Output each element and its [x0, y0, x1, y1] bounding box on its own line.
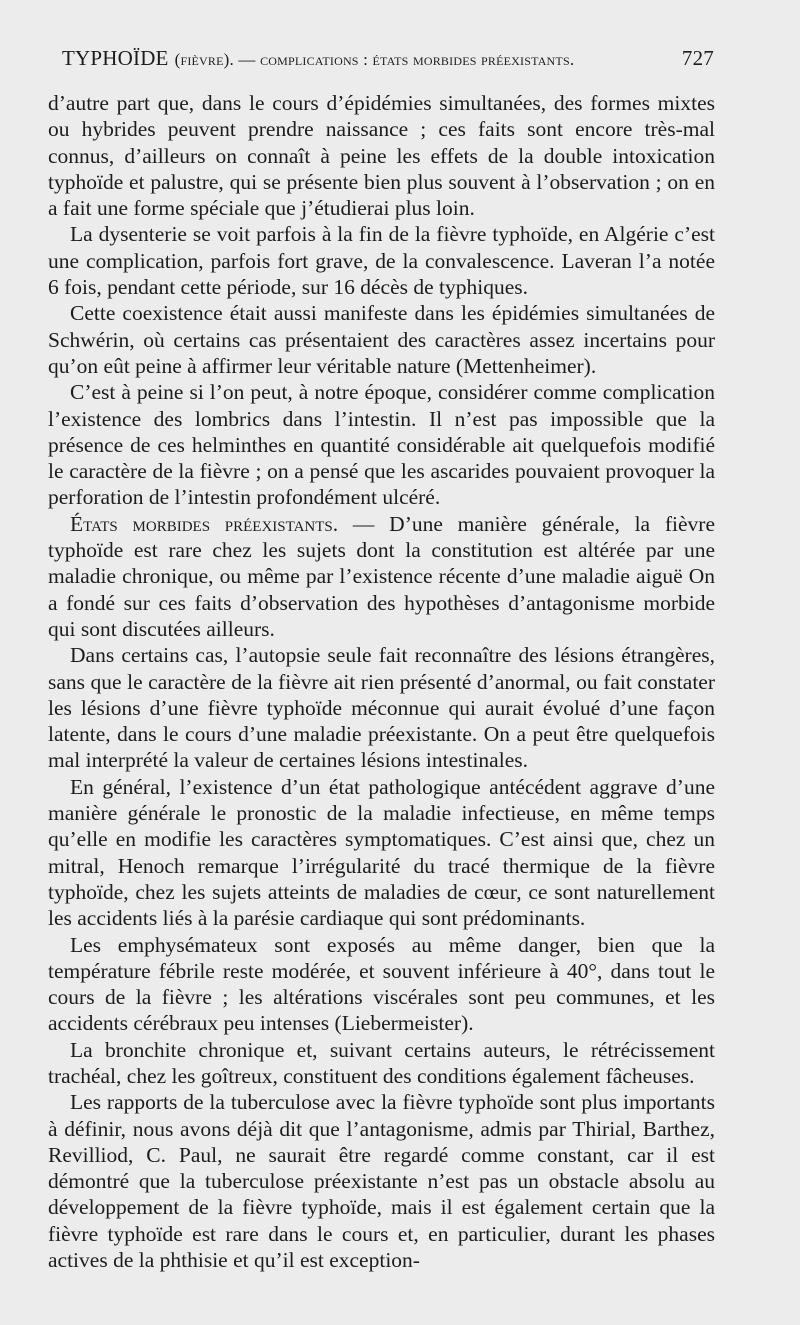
paragraph: d’autre part que, dans le cours d’épidémies simultanées, des formes mixtes ou hybrides peuvent prendre naissance ; ces faits sont encore très-mal connus, d’ailleurs on connaît à peine les effets de la double intoxication typhoïde et palustre, qui se présente bien plus souvent à l’observation ; on en a fait une forme spéciale que j’étudierai plus loin. [48, 91, 715, 221]
page-number: 727 [681, 46, 714, 70]
paragraph: Les emphysémateux sont exposés au même danger, bien que la température fébrile reste modérée, et souvent inférieure à 40°, dans tout le cours de la fièvre ; les altérations viscérales sont peu communes, et les accidents cérébraux peu intenses (Liebermeister). [48, 932, 715, 1036]
paragraph-section-etats-morbides: États morbides préexistants. — D’une manière générale, la fièvre typhoïde est rare chez les sujets dont la constitution est altérée par une maladie chronique, ou même par l’existence récente d’une maladie aiguë On a fondé sur ces faits d’observation des hypothèses d’antagonisme morbide qui sont discutées ailleurs. [48, 511, 715, 641]
section-lead-label: États morbides préexistants. [70, 511, 339, 536]
page-body [48, 90, 715, 1273]
running-head-title: TYPHOÏDE [62, 46, 169, 70]
running-head-subtitle: (fièvre). — complications : états morbides préexistants. [174, 50, 575, 69]
paragraph: La bronchite chronique et, suivant certains auteurs, le rétrécissement trachéal, chez les goîtreux, constituent des conditions également fâcheuses. [48, 1037, 715, 1088]
paragraph: C’est à peine si l’on peut, à notre époque, considérer comme complication l’existence des lombrics dans l’intestin. Il n’est pas impossible que la présence de ces helminthes en quantité considérable ait quelquefois modifié le caractère de la fièvre ; on a pensé que les ascarides pouvaient provoquer la perforation de l’intestin profondément ulcéré. [48, 380, 715, 510]
paragraph: En général, l’existence d’un état pathologique antécédent aggrave d’une manière générale le pronostic de la maladie infectieuse, en même temps qu’elle en modifie les caractères symptomatiques. C’est ainsi que, chez un mitral, Henoch remarque l’irrégularité du tracé thermique de la fièvre typhoïde, chez les sujets atteints de maladies de cœur, ce sont naturellement les accidents liés à la parésie cardiaque qui sont prédominants. [48, 774, 715, 931]
paragraph: Les rapports de la tuberculose avec la fièvre typhoïde sont plus importants à définir, nous avons déjà dit que l’antagonisme, admis par Thirial, Barthez, Revilliod, C. Paul, ne saurait être regardé comme constant, car il est démontré que la tuberculose préexistante n’est pas un obstacle absolu au développement de la fièvre typhoïde, mais il est également certain que la fièvre typhoïde est rare dans le cours et, en particulier, durant les phases actives de la phthisie et qu’il est exception- [48, 1090, 715, 1273]
paragraph: Cette coexistence était aussi manifeste dans les épidémies simultanées de Schwérin, où certains cas présentaient des caractères assez incertains pour qu’on eût peine à affirmer leur véritable nature (Mettenheimer). [48, 301, 715, 378]
paragraph: Dans certains cas, l’autopsie seule fait reconnaître des lésions étrangères, sans que le caractère de la fièvre ait rien présenté d’anormal, ou fait constater les lésions d’une fièvre typhoïde méconnue qui aurait évolué d’une façon latente, dans le cours d’une maladie préexistante. On a peut être quelquefois mal interprété la valeur de certaines lésions intestinales. [48, 643, 715, 773]
running-head [62, 46, 714, 74]
paragraph: La dysenterie se voit parfois à la fin de la fièvre typhoïde, en Algérie c’est une complication, parfois fort grave, de la convalescence. Laveran l’a notée 6 fois, pendant cette période, sur 16 décès de typhiques. [48, 222, 715, 300]
